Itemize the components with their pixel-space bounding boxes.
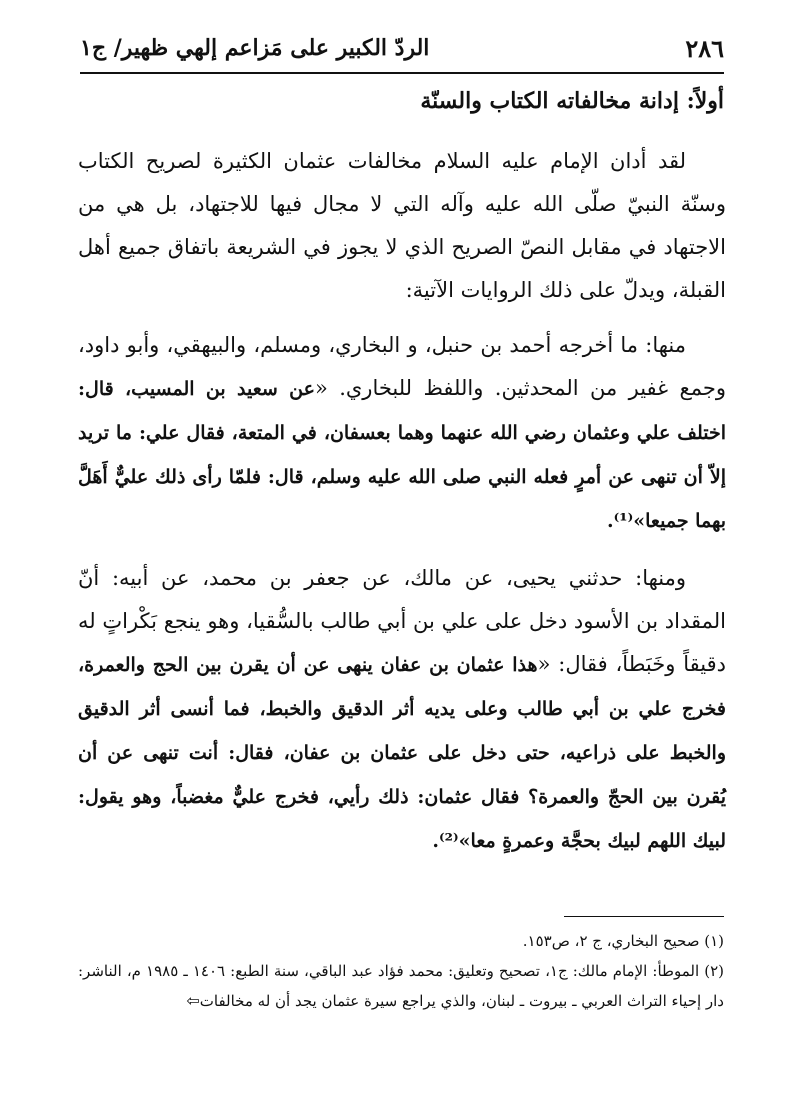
paragraph-3-quote: هذا عثمان بن عفان ينهى عن أن يقرن بين الحج والعمرة، فخرج علي بن أبي طالب وعلى يديه أثر الدقيق والخبط، فما أنسى أثر الدقيق والخبط على ذراعيه، حتى دخل على عثمان بن عفان، فقال: أنت تنهى عن أن يُقرن بين الحجّ والعمرة؟ فقال عثمان: ذلك رأيي، فخرج عليٌّ مغضباً، وهو يقول: لبيك اللهم لبيك بحجَّة وعمرةٍ معا bbox=[78, 654, 727, 852]
paragraph-3 bbox=[78, 557, 726, 863]
page-number: ٢٨٦ bbox=[685, 33, 724, 63]
continuation-arrow-icon: ⇦ bbox=[186, 991, 200, 1010]
paragraph-2 bbox=[78, 324, 726, 543]
header-divider bbox=[80, 72, 724, 74]
footnote-1: (١) صحيح البخاري، ج ٢، ص١٥٣. bbox=[522, 932, 724, 950]
page-header bbox=[80, 28, 724, 68]
paragraph-3-intro: ومنها: حدثني يحيى، عن مالك، عن جعفر بن محمد، عن أبيه: أنّ المقداد بن الأسود دخل على علي بن أبي طالب بالسُّقيا، وهو ينجع بَكْراتٍ له دقيقاً وخَبَطاً، فقال: « bbox=[78, 566, 726, 676]
paragraph-2-end: »⁽¹⁾. bbox=[606, 510, 646, 532]
paragraph-2-quote: عن سعيد بن المسيب، قال: اختلف علي وعثمان رضي الله عنهما وهما بعسفان، في المتعة، فقال علي: ما تريد إلاّ أن تنهى عن أمرٍ فعله النبي صلى الله عليه وسلم، قال: فلمّا رأى ذلك عليٌّ أَهَلَّ بهما جميعا bbox=[78, 378, 726, 532]
footnote-divider bbox=[564, 916, 724, 917]
body-text bbox=[78, 140, 726, 873]
paragraph-2-intro: منها: ما أخرجه أحمد بن حنبل، و البخاري، ومسلم، والبيهقي، وأبو داود، وجمع غفير من المحدثين. واللفظ للبخاري. « bbox=[78, 333, 726, 400]
footnotes bbox=[78, 926, 724, 1016]
running-title: الردّ الكبير على مَزاعم إلهي ظهير/ ج١ bbox=[80, 35, 430, 61]
footnote-2-text: (٢) الموطأ: الإمام مالك: ج١، تصحيح وتعليق: محمد فؤاد عبد الباقي، سنة الطبع: ١٤٠٦ ـ ١٩٨٥ م، الناشر: دار إحياء التراث العربي ـ بيروت ـ لبنان، والذي يراجع سيرة عثمان يجد أن له مخالفات bbox=[78, 962, 724, 1010]
section-heading: أولاً: إدانة مخالفاته الكتاب والسنّة bbox=[420, 88, 724, 114]
footnote-2 bbox=[78, 956, 724, 1016]
paragraph-3-end: »⁽²⁾. bbox=[432, 830, 471, 852]
paragraph-1: لقد أدان الإمام عليه السلام مخالفات عثمان الكثيرة لصريح الكتاب وسنّة النبيّ صلّى الله عليه وآله التي لا مجال فيها للاجتهاد، بل هي من الاجتهاد في مقابل النصّ الصريح الذي لا يجوز في الشريعة باتفاق جميع أهل القبلة، ويدلّ على ذلك الروايات الآتية: bbox=[78, 149, 726, 302]
